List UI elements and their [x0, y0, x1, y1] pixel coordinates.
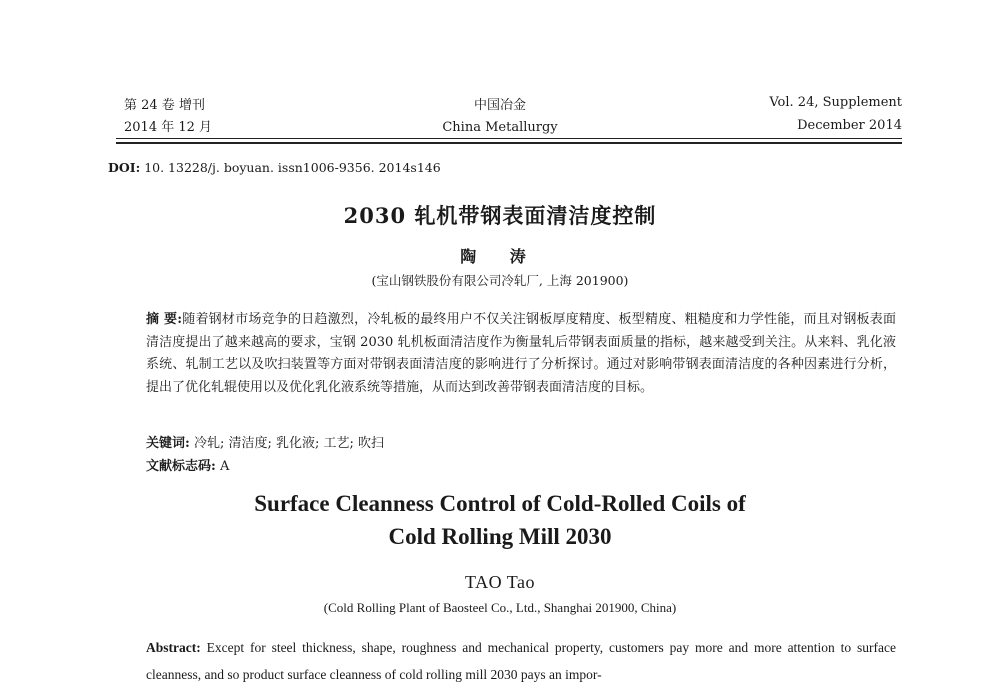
cn-doc-code: [146, 455, 229, 474]
en-author: TAO Tao: [465, 572, 535, 592]
cn-doc-code-value: A: [219, 459, 230, 474]
en-abstract-text: Except for steel thickness, shape, roughness and mechanical property, customers pay more and more attention to surface cleanness, and so product surface cleanness of cold rolling mill 2030 pays an impor-: [146, 640, 897, 682]
en-title-line1: Surface Cleanness Control of Cold-Rolled Coils of: [254, 491, 746, 516]
cn-author: 陶 涛: [460, 247, 540, 266]
en-title-line2: Cold Rolling Mill 2030: [388, 524, 612, 549]
header-date-en: December 2014: [797, 118, 902, 133]
header-journal-cn: 中国冶金: [473, 98, 526, 113]
cn-title: 2030 轧机带钢表面清洁度控制: [343, 203, 657, 228]
cn-keywords-text: 冷轧; 清洁度; 乳化液; 工艺; 吹扫: [193, 436, 385, 451]
header-volume: 第 24 卷 增刊: [124, 98, 205, 113]
cn-keywords: [146, 432, 384, 451]
header-journal-en: China Metallurgy: [442, 120, 558, 135]
header-volume-en: Vol. 24, Supplement: [769, 95, 902, 110]
cn-affiliation: (宝山钢铁股份有限公司冷轧厂, 上海 201900): [371, 273, 629, 288]
header-rule-upper: [116, 138, 902, 139]
cn-abstract: [146, 309, 896, 399]
en-abstract: [146, 634, 896, 688]
doi-label: DOI:: [108, 160, 141, 175]
en-affiliation: (Cold Rolling Plant of Baosteel Co., Ltd., Shanghai 201900, China): [323, 600, 677, 615]
header-date-cn: 2014 年 12 月: [124, 120, 213, 135]
cn-abstract-text: 随着钢材市场竞争的日趋激烈，冷轧板的最终用户不仅关注钢板厚度精度、板型精度、粗糙度和力学性能，而且对钢板表面清洁度提出了越来越高的要求，宝钢 2030 轧机板面清洁度作为衡量轧后带钢表面质量的指标，越来越受到关注。从来料、乳化液系统、轧制工艺以及吹扫装置等方面对带钢表面清洁度的影响进行了分析探讨。通过对影响带钢表面清洁度的各种因素进行分析，提出了优化轧辊使用以及优化乳化液系统等措施，从而达到改善带钢表面清洁度的目标。: [146, 312, 896, 395]
header-rule-lower: [116, 142, 902, 144]
cn-abstract-label: 摘 要:: [146, 312, 182, 327]
en-abstract-label: Abstract:: [146, 640, 201, 655]
cn-keywords-label: 关键词:: [146, 436, 190, 451]
cn-doc-code-label: 文献标志码:: [146, 459, 216, 474]
doi-value[interactable]: 10. 13228/j. boyuan. issn1006-9356. 2014s146: [144, 160, 441, 175]
doi-line: [108, 160, 441, 175]
